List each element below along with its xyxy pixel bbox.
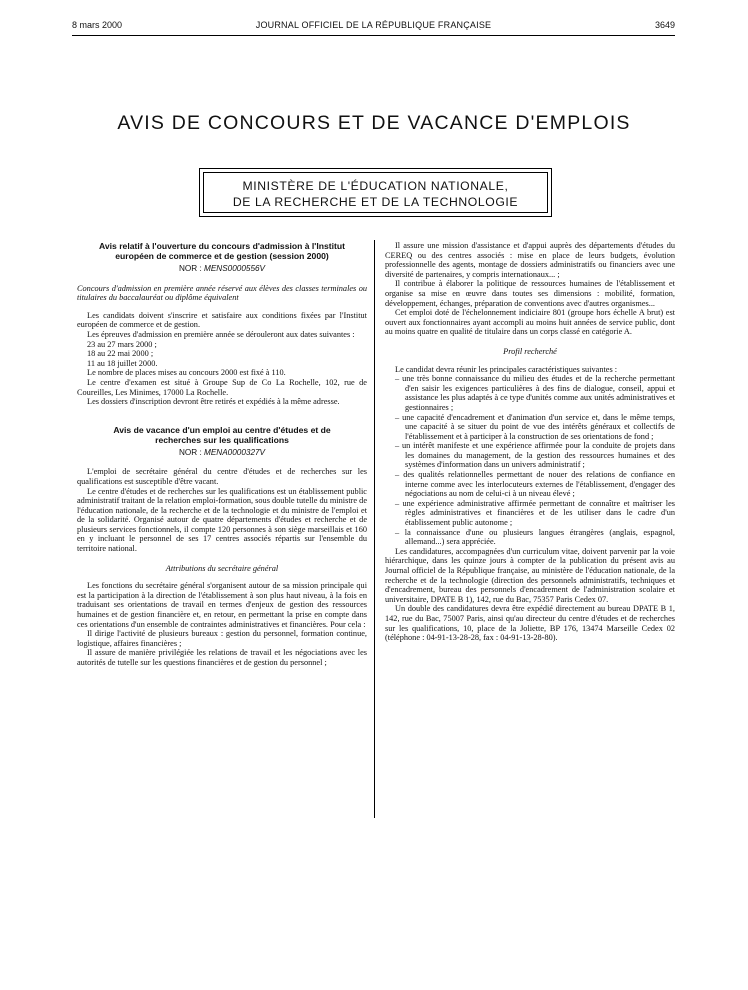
exam-dates-list: [77, 340, 367, 369]
list-item: – une expérience administrative affirmée permettant de connaître et maîtriser les règles administratives et financières et de les utiliser dans le cadre d'un établissement public autonome ;: [395, 498, 675, 528]
ministry-box-inner: [203, 172, 548, 213]
paragraph: Il dirige l'activité de plusieurs bureaux : gestion du personnel, formation continue, logistique, affaires financières ;: [77, 629, 367, 648]
list-item: – une capacité d'encadrement et d'animation d'un service et, dans le même temps, une capacité à se situer du point de vue des intérêts généraux et collectifs de l'établissement et à participer à la construction de ses orientations de fond ;: [395, 412, 675, 441]
ministry-line-1: MINISTÈRE DE L'ÉDUCATION NATIONALE,: [242, 179, 509, 193]
paragraph: Les épreuves d'admission en première année se dérouleront aux dates suivantes :: [87, 329, 355, 339]
paragraph: L'emploi de secrétaire général du centre d'études et de recherches sur les qualifications est susceptible d'être vacant.: [77, 467, 367, 486]
subheading-profil: Profil recherché: [503, 346, 557, 356]
article-1-chapo: Concours d'admission en première année réservé aux élèves des classes terminales ou titulaires du baccalauréat ou diplôme équivalent: [77, 283, 367, 303]
right-column: [385, 241, 675, 643]
page-number: 3649: [654, 20, 675, 30]
nor-label: NOR :: [178, 447, 205, 457]
list-item: – une très bonne connaissance du milieu des études et de la recherche permettant d'en saisir les exigences particulières à des fins de dialogue, conseil, appui et assistance les plus adaptés à ce type d'unités comme aux unités administratives et gestionnaires ;: [395, 374, 675, 412]
section-title: AVIS DE CONCOURS ET DE VACANCE D'EMPLOIS: [117, 112, 631, 134]
paragraph: Les candidatures, accompagnées d'un curriculum vitae, doivent parvenir par la voie hiérarchique, dans les quinze jours à compter de la publication du présent avis au Journal officiel de la République française, au ministère de l'éducation nationale, de la recherche et de la technologie (direction des personnels administratifs, techniques et d'encadrement, bureau des personnels d'encadrement de l'administration scolaire et universitaire, DPATE B 1), 142, rue du Bac, 75357 Paris Cedex 07.: [385, 546, 675, 604]
nor-label: NOR :: [178, 264, 205, 273]
subheading-attributions: Attributions du secrétaire général: [165, 563, 279, 573]
column-divider: [374, 240, 375, 818]
nor-code: MENS0000556V: [204, 264, 266, 273]
list-item: – un intérêt manifeste et une expérience affirmée pour la conduite de projets dans les domaines du management, de la gestion des ressources humaines et des systèmes d'information dans un univers administratif ;: [395, 441, 675, 470]
paragraph: Le candidat devra réunir les principales caractéristiques suivantes :: [395, 364, 618, 374]
paragraph: Il contribue à élaborer la politique de ressources humaines de l'établissement et organise sa mise en œuvre dans toutes ses dimensions : mobilité, formation, développement, échanges, préparation de conventions avec d'autres organismes...: [385, 279, 675, 308]
left-column: [77, 241, 367, 668]
paragraph: Les dossiers d'inscription devront être retirés et expédiés à la même adresse.: [87, 397, 340, 407]
paragraph: Les fonctions du secrétaire général s'organisent autour de sa mission principale qui est la participation à la direction de l'établissement à son plus haut niveau, à la fois en traduisant ses orientations de travail en termes d'enjeux de gestion des ressources humaines et de gestion financière et, en retour, en permettant la prise en compte dans ces orientations d'un ensemble de contraintes administratives et financières. Pour cela :: [77, 581, 367, 629]
list-item: – des qualités relationnelles permettant de nouer des relations de confiance en interne comme avec les interlocuteurs externes de l'établissement, d'engager des négociations au nom de celui-ci à un niveau élevé ;: [395, 470, 675, 499]
header-rule: [72, 35, 675, 36]
page-header: [72, 20, 675, 34]
paragraph: Cet emploi doté de l'échelonnement indiciaire 801 (groupe hors échelle A brut) est ouvert aux fonctionnaires ayant accompli au moins huit années de service public, dont au moins quatre en qualité de titulaire dans un corps classé en catégorie A.: [385, 308, 675, 337]
paragraph: Les candidats doivent s'inscrire et satisfaire aux conditions fixées par l'Institut européen de commerce et de gestion.: [77, 310, 367, 330]
nor-code: MENA0000327V: [204, 447, 266, 457]
exam-date: 11 au 18 juillet 2000.: [87, 358, 158, 368]
paragraph: Le centre d'examen est situé à Groupe Sup de Co La Rochelle, 102, rue de Coureilles, Les Minimes, 17000 La Rochelle.: [77, 377, 367, 397]
list-item: – la connaissance d'une ou plusieurs langues étrangères (anglais, espagnol, allemand...) sera appréciée.: [395, 527, 675, 547]
ministry-line-2: DE LA RECHERCHE ET DE LA TECHNOLOGIE: [232, 195, 519, 209]
journal-name: JOURNAL OFFICIEL DE LA RÉPUBLIQUE FRANÇAISE: [255, 20, 492, 30]
issue-date: 8 mars 2000: [72, 20, 123, 30]
exam-date: 18 au 22 mai 2000 ;: [87, 349, 154, 359]
article-1-nor: [77, 264, 367, 274]
paragraph: Il assure de manière privilégiée les relations de travail et les négociations avec les autorités de tutelle sur les questions financières et de gestion du personnel ;: [77, 648, 367, 667]
paragraph: Le centre d'études et de recherches sur les qualifications est un établissement public administratif traitant de la relation emploi-formation, sous double tutelle du ministre de l'éducation nationale, de la recherche et de la technologie et du ministre de l'emploi et de la solidarité. Organisé autour de quatre départements d'études et recherche et de plusieurs services fonctionnels, il compte 120 personnes à son siège marseillais et 160 en y incluant le personnel de ses 17 centres associés répartis sur l'ensemble du territoire national.: [77, 486, 367, 554]
paragraph: Un double des candidatures devra être expédié directement au bureau DPATE B 1, 142, rue du Bac, 75007 Paris, ainsi qu'au directeur du centre d'études et de recherches sur les qualifications, 10, place de la Joliette, BP 176, 13474 Marseille Cedex 02 (téléphone : 04-91-13-28-28, fax : 04-91-13-28-80).: [385, 604, 675, 643]
ministry-box: [199, 168, 552, 217]
article-2-title: Avis de vacance d'un emploi au centre d'études et de recherches sur les qualifications: [113, 424, 331, 445]
exam-date: 23 au 27 mars 2000 ;: [87, 339, 157, 349]
article-1-title: Avis relatif à l'ouverture du concours d'admission à l'Institut européen de commerce et de gestion (session 2000): [98, 241, 345, 261]
paragraph: Le nombre de places mises au concours 2000 est fixé à 110.: [87, 368, 286, 378]
article-2-nor: [77, 448, 367, 458]
paragraph: Il assure une mission d'assistance et d'appui auprès des départements d'études du CEREQ ou des centres associés : mise en place de leurs budgets, évolution professionnelle des agents, montage de dossiers administratifs ou financiers avec une diversité de partenaires, y compris internationaux... ;: [385, 241, 675, 279]
